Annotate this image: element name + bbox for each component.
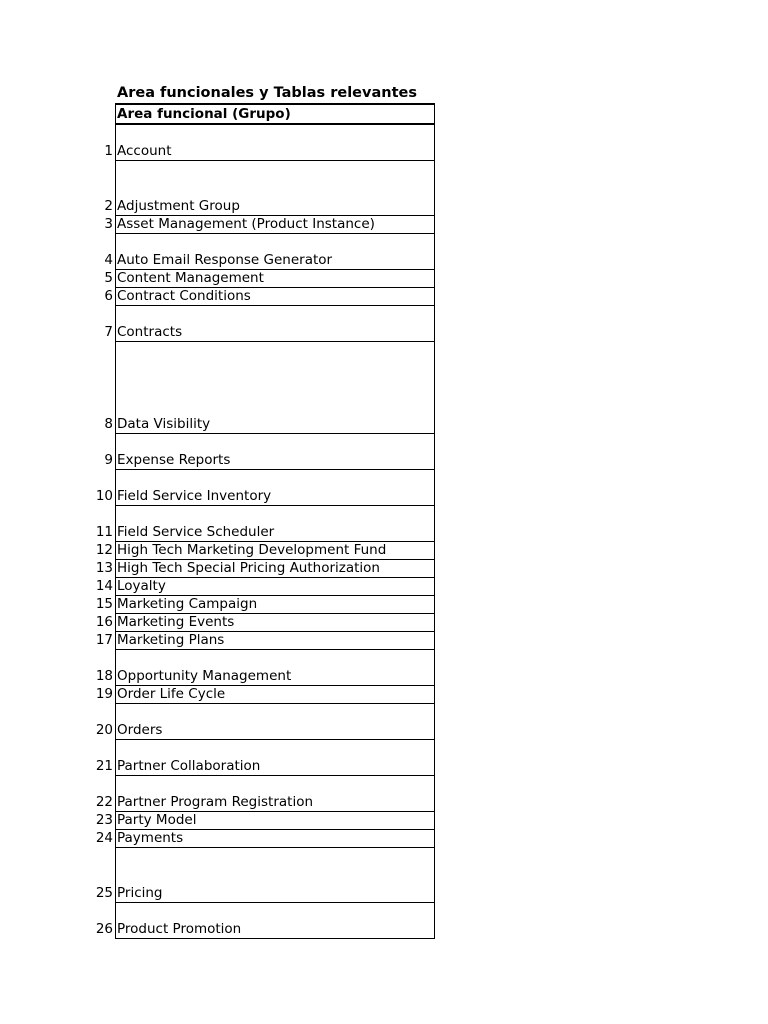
table-row — [95, 470, 434, 506]
row-number: 13 — [95, 560, 113, 576]
table-row — [95, 578, 434, 596]
row-number: 17 — [95, 632, 113, 648]
table-row — [95, 632, 434, 650]
row-label: Auto Email Response Generator — [117, 252, 333, 268]
row-label: Marketing Plans — [117, 632, 225, 648]
row-label: Field Service Inventory — [117, 488, 272, 504]
row-number: 9 — [104, 452, 113, 468]
row-number: 4 — [104, 252, 113, 268]
row-number: 8 — [104, 416, 113, 432]
row-number: 20 — [95, 722, 113, 738]
row-number: 23 — [95, 812, 113, 828]
table-row — [104, 306, 434, 342]
table-row — [95, 830, 434, 848]
row-number: 10 — [95, 488, 113, 504]
row-label: Contracts — [117, 324, 183, 340]
row-number: 15 — [95, 596, 113, 612]
table-body — [95, 125, 434, 939]
table-row — [104, 125, 434, 161]
table-row — [95, 686, 434, 704]
row-label: Party Model — [117, 812, 197, 828]
table-row — [95, 740, 434, 776]
row-number: 6 — [104, 288, 113, 304]
table-row — [95, 704, 434, 740]
functional-area-table — [95, 103, 435, 939]
table-row — [104, 161, 434, 216]
table-row — [95, 650, 434, 686]
table-row — [95, 560, 434, 578]
row-label: Pricing — [117, 885, 163, 901]
row-label: Marketing Events — [117, 614, 235, 630]
row-label: Orders — [117, 722, 163, 738]
row-label: Loyalty — [117, 578, 166, 594]
row-number: 1 — [104, 143, 113, 159]
row-number: 3 — [104, 216, 113, 232]
row-number: 22 — [95, 794, 113, 810]
table-row — [104, 434, 434, 470]
row-number: 26 — [95, 921, 113, 937]
table-row — [104, 288, 434, 306]
row-label: Marketing Campaign — [117, 596, 258, 612]
row-number: 16 — [95, 614, 113, 630]
row-number: 12 — [95, 542, 113, 558]
table-row — [95, 848, 434, 903]
row-label: Payments — [117, 830, 184, 846]
row-label: Data Visibility — [117, 416, 211, 432]
row-number: 5 — [104, 270, 113, 286]
table-row — [95, 903, 434, 939]
row-number: 24 — [95, 830, 113, 846]
row-label: Partner Program Registration — [117, 794, 314, 810]
row-number: 25 — [95, 885, 113, 901]
row-number: 11 — [95, 524, 113, 540]
table-row — [95, 542, 434, 560]
row-number: 7 — [104, 324, 113, 340]
row-label: Contract Conditions — [117, 288, 251, 304]
row-number: 2 — [104, 198, 113, 214]
row-label: Field Service Scheduler — [117, 524, 275, 540]
row-label: High Tech Marketing Development Fund — [117, 542, 387, 558]
row-label: Order Life Cycle — [117, 686, 226, 702]
row-number: 19 — [95, 686, 113, 702]
table-row — [95, 812, 434, 830]
table-row — [95, 506, 434, 542]
row-label: Asset Management (Product Instance) — [117, 216, 375, 232]
table-row — [104, 342, 434, 434]
row-number: 21 — [95, 758, 113, 774]
row-label: Opportunity Management — [117, 668, 292, 684]
row-label: Adjustment Group — [117, 198, 240, 214]
sheet-title: Area funcionales y Tablas relevantes — [117, 85, 417, 101]
row-label: Product Promotion — [117, 921, 242, 937]
table-row — [95, 596, 434, 614]
row-label: Partner Collaboration — [117, 758, 261, 774]
row-label: Account — [117, 143, 172, 159]
table-row — [104, 270, 434, 288]
table-row — [95, 614, 434, 632]
row-label: Content Management — [117, 270, 264, 286]
table-row — [104, 234, 434, 270]
column-header: Area funcional (Grupo) — [116, 105, 434, 125]
row-number: 14 — [95, 578, 113, 594]
row-label: Expense Reports — [117, 452, 231, 468]
table-row — [95, 776, 434, 812]
row-number: 18 — [95, 668, 113, 684]
row-label: High Tech Special Pricing Authorization — [117, 560, 380, 576]
table-row — [104, 216, 434, 234]
